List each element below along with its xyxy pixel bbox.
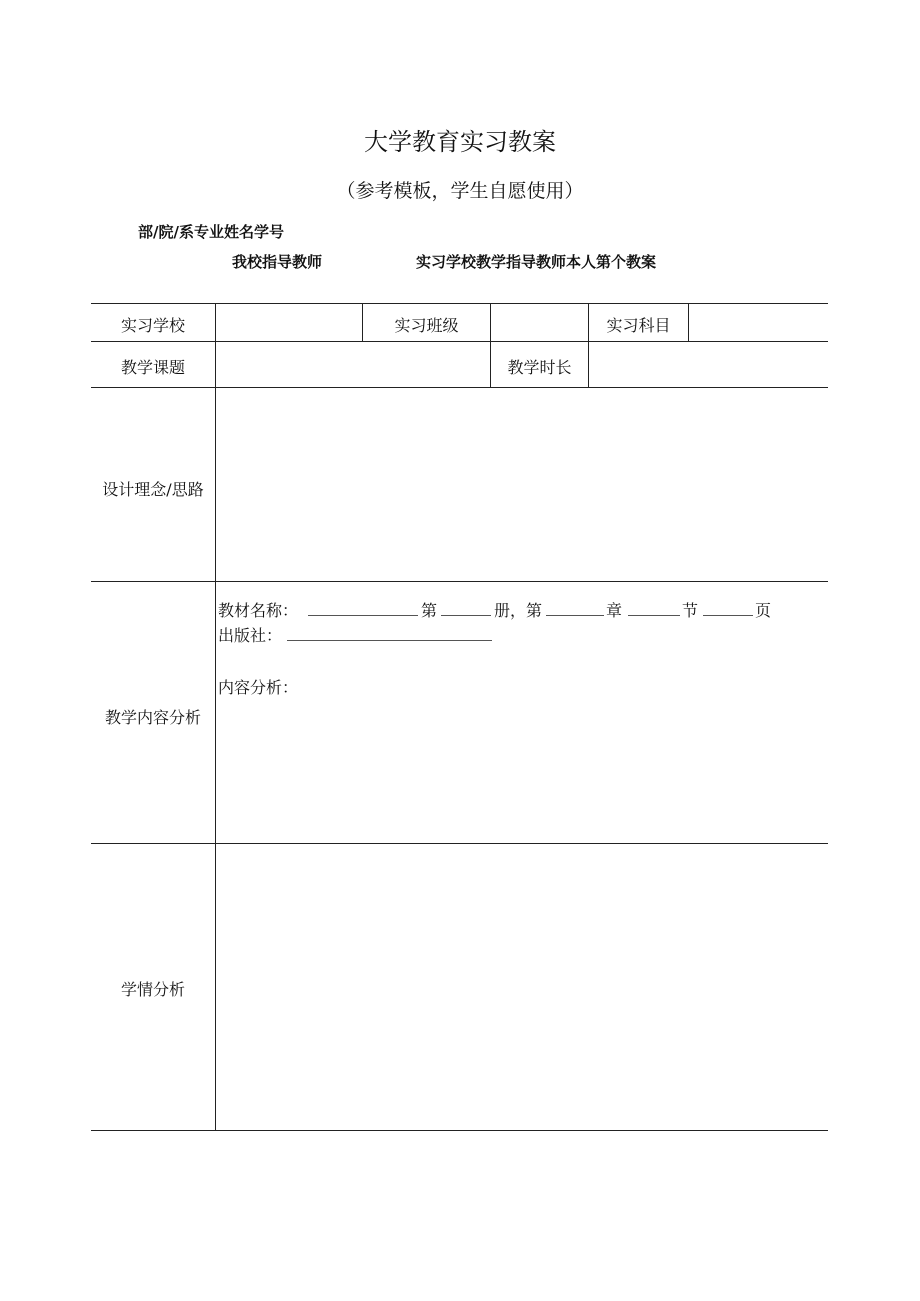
supervisor-label: 我校指导教师: [232, 253, 323, 271]
student-info-line: 部/院/系专业姓名学号: [138, 223, 284, 241]
volume-prefix: 第: [421, 601, 438, 620]
publisher-blank[interactable]: [287, 640, 492, 641]
learner-value-cell[interactable]: [216, 844, 828, 1130]
document-subtitle: （参考模板，学生自愿使用）: [336, 180, 584, 202]
learner-label: 学情分析: [120, 980, 185, 999]
subject-label: 实习科目: [606, 316, 671, 335]
table-row-divider: [91, 581, 828, 582]
section-blank[interactable]: [628, 615, 680, 616]
subject-value-cell[interactable]: [689, 304, 828, 341]
chapter-suffix: 章: [606, 601, 623, 620]
table-border-bottom: [91, 1130, 828, 1131]
chapter-blank[interactable]: [546, 615, 604, 616]
publisher-label: 出版社：: [218, 626, 283, 645]
textbook-name-blank[interactable]: [308, 615, 418, 616]
document-title: 大学教育实习教案: [364, 128, 556, 156]
volume-blank[interactable]: [441, 615, 491, 616]
design-label: 设计理念/思路: [102, 480, 204, 499]
class-label: 实习班级: [394, 316, 459, 335]
school-teacher-label: 实习学校教学指导教师本人第个教案: [416, 253, 657, 271]
school-label: 实习学校: [120, 316, 185, 335]
school-value-cell[interactable]: [216, 304, 362, 341]
chapter-prefix: 册，第: [494, 601, 543, 620]
page-blank[interactable]: [703, 615, 753, 616]
page-suffix: 页: [755, 601, 772, 620]
textbook-label: 教材名称：: [218, 601, 299, 620]
section-suffix: 节: [682, 601, 699, 620]
duration-value-cell[interactable]: [589, 342, 828, 387]
topic-value-cell[interactable]: [216, 342, 490, 387]
duration-label: 教学时长: [507, 358, 572, 377]
analysis-label: 内容分析：: [218, 678, 299, 697]
topic-label: 教学课题: [120, 358, 185, 377]
design-value-cell[interactable]: [216, 388, 828, 581]
class-value-cell[interactable]: [491, 304, 588, 341]
content-label: 教学内容分析: [104, 708, 201, 727]
